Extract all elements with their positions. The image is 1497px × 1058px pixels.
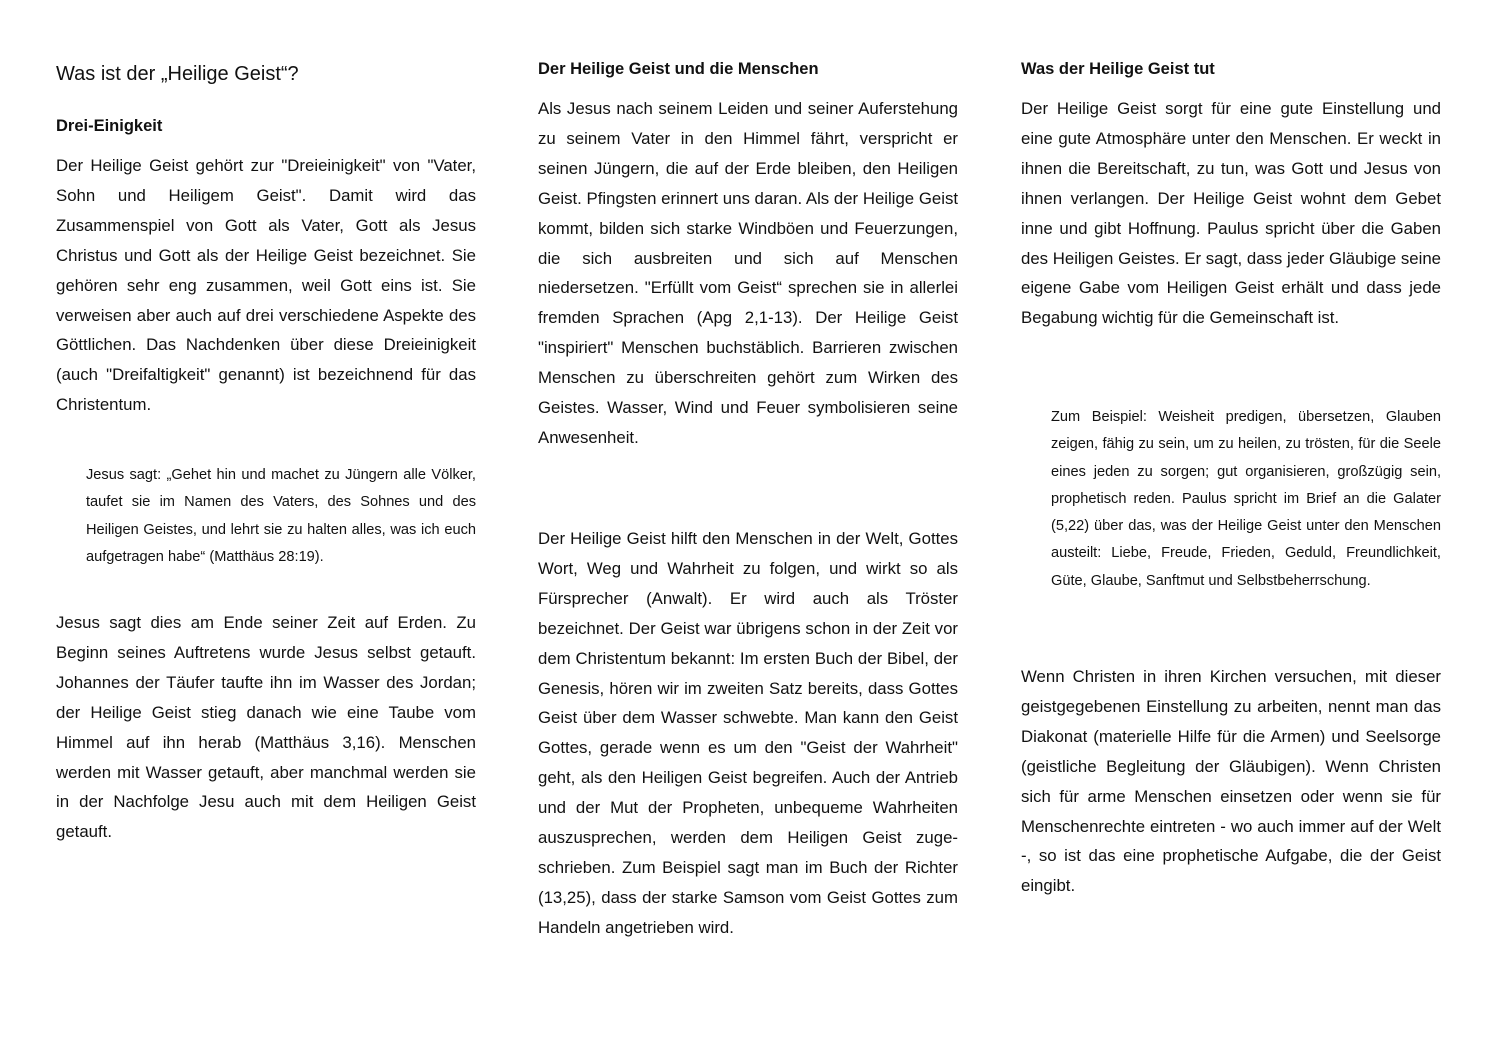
section-heading-geist-und-menschen: Der Heilige Geist und die Menschen <box>538 60 819 78</box>
section-heading-was-der-geist-tut: Was der Heilige Geist tut <box>1021 60 1215 78</box>
section-heading-drei-einigkeit: Drei-Einigkeit <box>56 117 163 135</box>
paragraph-baptism: Jesus sagt dies am Ende seiner Zeit auf Erden. Zu Beginn seines Auftretens wurde Jesus selbst getauft. Johannes der Täufer taufte ihn im Wasser des Jordan; der Heilige Geist stieg danach wie eine Taube vom Himmel auf ihn herab (Matthäus 3,16). Menschen werden mit Wasser getauft, aber manchmal werden sie in der Nachfolge Jesu auch mit dem Heiligen Geist getauft. <box>56 613 476 842</box>
quote-matthew: Jesus sagt: „Gehet hin und machet zu Jüngern alle Völker, taufet sie im Namen des Vaters, des Sohnes und des Heiligen Geistes, und lehrt sie zu halten alles, was ich euch aufgetragen habe“ (Matthäus 28:19). <box>86 467 476 565</box>
page-title: Was ist der „Heilige Geist“? <box>56 63 299 85</box>
quote-gifts-example: Zum Beispiel: Weisheit predigen, übersetzen, Glauben zeigen, fähig zu sein, um zu heilen, zu trösten, für die Seele eines jeden zu sorgen; gut organisieren, großzügig sein, prophetisch reden. Paulus spricht im Brief an die Galater (5,22) über das, was der Heilige Geist unter den Menschen austeilt: Liebe, Freude, Frieden, Geduld, Freundlichkeit, Güte, Glaube, Sanftmut und Selbstbeherrschung. <box>1051 409 1441 589</box>
paragraph-advocate: Der Heilige Geist hilft den Menschen in der Welt, Gottes Wort, Weg und Wahrheit zu folgen, und wirkt so als Fürsprecher (Anwalt). Er wird auch als Tröster bezeichnet. Der Geist war übrigens schon in der Zeit vor dem Christentum bekannt: Im ersten Buch der Bibel, der Genesis, hören wir im zweiten Satz bereits, dass Gottes Geist über dem Wasser schwebte. Man kann den Geist Gottes, gerade wenn es um den "Geist der Wahrheit" geht, als den Heiligen Geist begreifen. Auch der Antrieb und der Mut der Propheten, unbequeme Wahrheiten auszusprechen, werden dem Heiligen Geist zugeschrieben. Zum Beispiel sagt man im Buch der Richter (13,25), dass der starke Samson vom Geist Gottes zum Handeln angetrieben wird. <box>538 529 958 937</box>
paragraph-gifts: Der Heilige Geist sorgt für eine gute Einstellung und eine gute Atmosphäre unter den Menschen. Er weckt in ihnen die Bereitschaft, zu tun, was Gott und Jesus von ihnen verlangen. Der Heilige Geist wohnt dem Gebet inne und gibt Hoffnung. Paulus spricht über die Gaben des Heiligen Geistes. Er sagt, dass jeder Gläubige seine eigene Gabe vom Heiligen Geist erhält und dass jede Begabung wichtig für die Gemeinschaft ist. <box>1021 99 1441 328</box>
paragraph-diaconate: Wenn Christen in ihren Kirchen versuchen, mit dieser geistgegebenen Einstellung zu arbeiten, nennt man das Diakonat (materielle Hilfe für die Armen) und Seelsorge (geistliche Begleitung der Gläubigen). Wenn Christen sich für arme Menschen einsetzen oder wenn sie für Menschenrechte eintreten - wo auch immer auf der Welt -, so ist das eine prophetische Aufgabe, die der Geist eingibt. <box>1021 667 1441 896</box>
paragraph-pentecost: Als Jesus nach seinem Leiden und seiner Auferstehung zu seinem Vater in den Himmel fährt, verspricht er seinen Jüngern, die auf der Erde bleiben, den Heiligen Geist. Pfingsten erinnert uns daran. Als der Heilige Geist kommt, bilden sich starke Windböen und Feuerzungen, die sich ausbreiten und sich auf Menschen niedersetzen. "Erfüllt vom Geist“ sprechen sie in allerlei fremden Sprachen (Apg 2,1-13). Der Heilige Geist "inspiriert" Menschen buchstäblich. Barrieren zwischen Menschen zu überschreiten gehört zum Wirken des Geistes. Wasser, Wind und Feuer symbolisieren seine Anwesenheit. <box>538 99 958 447</box>
paragraph-trinity: Der Heilige Geist gehört zur "Dreieinigkeit" von "Vater, Sohn und Heiligem Geist". Damit wird das Zusammenspiel von Gott als Vater, Gott als Jesus Christus und Gott als der Heilige Geist bezeichnet. Sie gehören sehr eng zusammen, weil Gott eins ist. Sie verweisen aber auch auf drei verschiedene Aspekte des Göttlichen. Das Nachdenken über diese Dreieinigkeit (auch "Dreifaltigkeit" genannt) ist bezeichnend für das Christentum. <box>56 156 476 415</box>
